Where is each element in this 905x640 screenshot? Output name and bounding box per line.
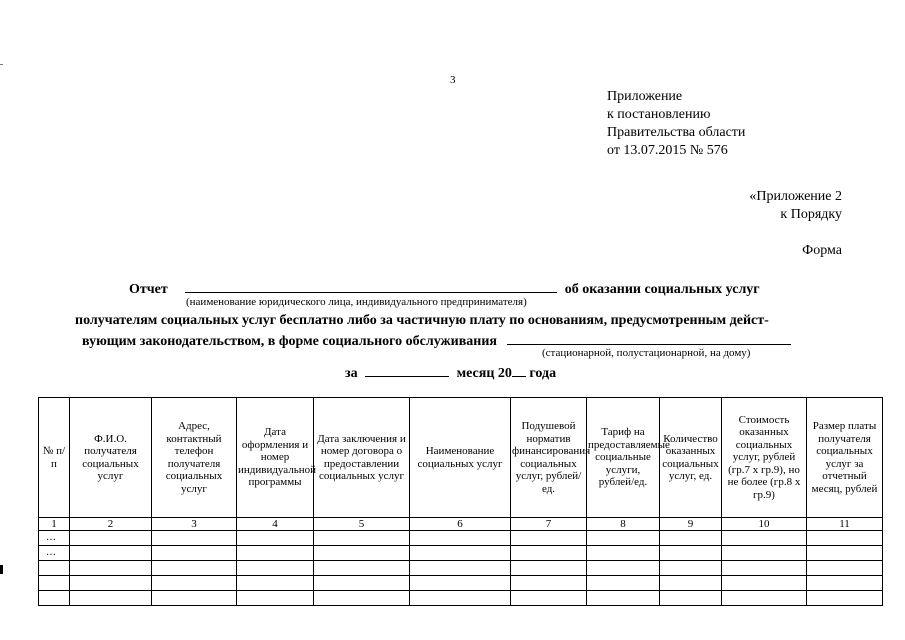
- report-title-line2: получателям социальных услуг бесплатно либо за частичную плату по основаниям, предусмотренным дейст-: [75, 313, 769, 328]
- table-row: [39, 531, 883, 546]
- org-name-hint: (наименование юридического лица, индивидуального предпринимателя): [186, 296, 527, 308]
- row-number-cell: [39, 561, 70, 576]
- column-number: 1: [39, 518, 70, 531]
- table-cell: [722, 591, 807, 606]
- column-number: 3: [152, 518, 237, 531]
- table-cell: [410, 561, 511, 576]
- report-title-line3-text: вующим законодательством, в форме социального обслуживания: [82, 334, 498, 349]
- table-cell: [314, 576, 410, 591]
- table-cell: [722, 546, 807, 561]
- row-number-cell: [39, 591, 70, 606]
- table-row: [39, 546, 883, 561]
- table-cell: [587, 531, 660, 546]
- column-header-fio: Ф.И.О. получателя социальных услуг: [70, 398, 152, 518]
- table-cell: [511, 531, 587, 546]
- table-row: [39, 561, 883, 576]
- table-cell: [152, 591, 237, 606]
- column-header-program-date: Дата оформления и номер индивидуальной программы: [237, 398, 314, 518]
- appendix2-line: к Порядку: [780, 207, 842, 222]
- row-number-cell: [39, 576, 70, 591]
- row-number-cell: …: [39, 546, 70, 561]
- table-cell: [152, 576, 237, 591]
- table-cell: [587, 591, 660, 606]
- row-number-cell: …: [39, 531, 70, 546]
- report-suffix: об оказании социальных услуг: [564, 282, 760, 297]
- table-row: [39, 591, 883, 606]
- table-cell: [722, 531, 807, 546]
- table-cell: [314, 561, 410, 576]
- column-number: 9: [660, 518, 722, 531]
- appendix-line: Правительства области: [607, 125, 746, 140]
- scan-edge-mark: [0, 565, 3, 574]
- table-cell: [410, 546, 511, 561]
- table-cell: [511, 576, 587, 591]
- column-number: 2: [70, 518, 152, 531]
- table-cell: [660, 576, 722, 591]
- column-number-row: [39, 518, 883, 531]
- table-cell: [152, 546, 237, 561]
- column-number: 7: [511, 518, 587, 531]
- table-cell: [722, 576, 807, 591]
- scan-edge-mark: [0, 64, 3, 65]
- table-cell: [660, 531, 722, 546]
- column-header-cost: Стоимость оказанных социальных услуг, рублей (гр.7 х гр.9), но не более (гр.8 х гр.9): [722, 398, 807, 518]
- column-header-per-capita-norm: Подушевой норматив финансирования социальных услуг, рублей/ед.: [511, 398, 587, 518]
- column-header-address: Адрес, контактный телефон получателя социальных услуг: [152, 398, 237, 518]
- table-cell: [314, 531, 410, 546]
- table-cell: [587, 561, 660, 576]
- table-cell: [807, 531, 883, 546]
- table-cell: [237, 576, 314, 591]
- year-blank: [512, 363, 526, 377]
- appendix-block: [607, 88, 745, 160]
- column-header-tariff: Тариф на предоставляемые социальные услуги, рублей/ед.: [587, 398, 660, 518]
- column-number: 4: [237, 518, 314, 531]
- report-period-line: [345, 363, 556, 382]
- table-cell: [660, 546, 722, 561]
- report-word: Отчет: [129, 282, 168, 297]
- table-header-row: [39, 398, 883, 518]
- table-cell: [807, 561, 883, 576]
- table-cell: [237, 591, 314, 606]
- column-number: 8: [587, 518, 660, 531]
- table-cell: [70, 531, 152, 546]
- appendix-line: к постановлению: [607, 107, 711, 122]
- appendix-line: Приложение: [607, 89, 683, 104]
- period-month: месяц 20: [456, 366, 512, 381]
- table-cell: [70, 591, 152, 606]
- table-cell: [237, 561, 314, 576]
- table-cell: [511, 561, 587, 576]
- service-form-blank: [507, 331, 791, 345]
- form-label: Форма: [802, 243, 842, 258]
- table-cell: [722, 561, 807, 576]
- month-blank: [365, 363, 449, 377]
- table-cell: [152, 561, 237, 576]
- period-suffix: года: [529, 366, 557, 381]
- report-table: [38, 397, 883, 606]
- column-number: 10: [722, 518, 807, 531]
- table-cell: [70, 546, 152, 561]
- appendix-line: от 13.07.2015 № 576: [607, 143, 728, 158]
- table-cell: [70, 576, 152, 591]
- table-cell: [314, 546, 410, 561]
- table-cell: [807, 591, 883, 606]
- column-number: 5: [314, 518, 410, 531]
- table-cell: [410, 531, 511, 546]
- table-cell: [152, 531, 237, 546]
- table-cell: [807, 546, 883, 561]
- column-header-number: № п/п: [39, 398, 70, 518]
- table-cell: [70, 561, 152, 576]
- table-cell: [511, 591, 587, 606]
- service-form-hint: (стационарной, полустационарной, на дому): [542, 347, 751, 359]
- table-cell: [237, 546, 314, 561]
- table-cell: [587, 546, 660, 561]
- column-header-payment: Размер платы получателя социальных услуг за отчетный месяц, рублей: [807, 398, 883, 518]
- period-prefix: за: [345, 366, 358, 381]
- table-cell: [410, 591, 511, 606]
- table-cell: [660, 561, 722, 576]
- org-name-blank: [185, 279, 557, 293]
- table-cell: [237, 531, 314, 546]
- column-header-quantity: Количество оказанных социальных услуг, ед.: [660, 398, 722, 518]
- table-cell: [587, 576, 660, 591]
- table-cell: [807, 576, 883, 591]
- appendix2-block: [749, 188, 842, 224]
- appendix2-line: «Приложение 2: [749, 189, 842, 204]
- column-header-service-name: Наименование социальных услуг: [410, 398, 511, 518]
- page-number: 3: [450, 74, 456, 86]
- table-cell: [660, 591, 722, 606]
- table-row: [39, 576, 883, 591]
- column-number: 6: [410, 518, 511, 531]
- table-cell: [511, 546, 587, 561]
- column-number: 11: [807, 518, 883, 531]
- table-cell: [410, 576, 511, 591]
- column-header-contract-date: Дата заключения и номер договора о предоставлении социальных услуг: [314, 398, 410, 518]
- table-cell: [314, 591, 410, 606]
